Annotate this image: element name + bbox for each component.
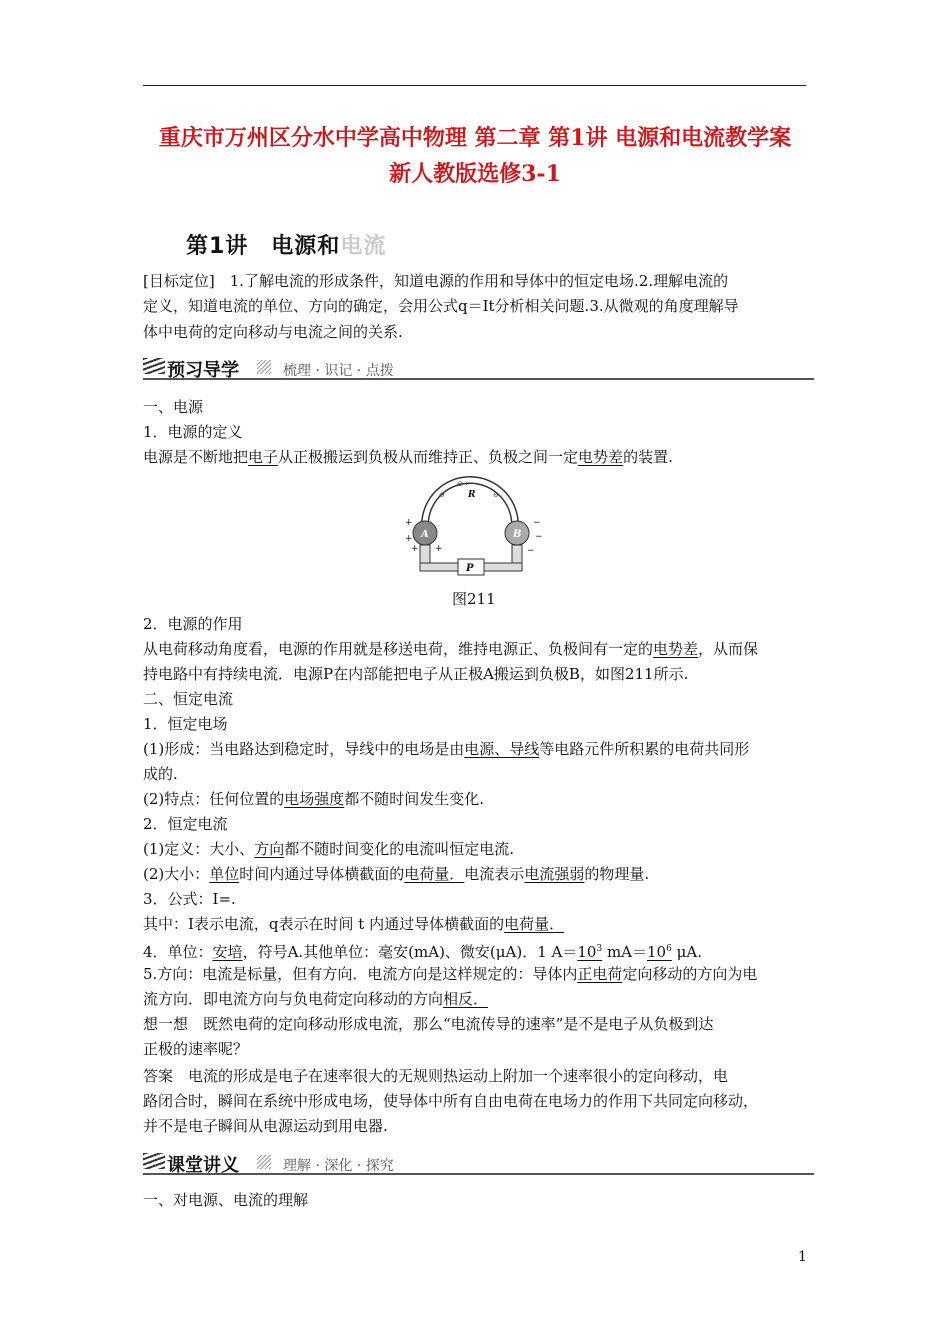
figure-caption: 图211 — [452, 590, 496, 608]
definition-text: 电源是不断地把电子从正极搬运到负极从而维持正、负极之间一定电势差的装置. — [143, 448, 673, 466]
think-line1: 想一想 既然电荷的定向移动形成电流，那么“电流传导的速率”是不是电子从负极到达 — [143, 1015, 714, 1033]
blank-charge-2: 电荷量． — [504, 915, 565, 933]
svg-text:+: + — [405, 534, 413, 544]
section-stripes-icon — [143, 1153, 165, 1169]
function-line2: 持电路中有持续电流．电源P在内部能把电子从正极A搬运到负极B，如图211所示. — [143, 665, 689, 683]
section-rule — [143, 1173, 814, 1175]
svg-text:−: − — [535, 532, 543, 542]
section-header-lecture — [143, 1151, 814, 1175]
subheading-function: 2．电源的作用 — [143, 615, 243, 633]
section-stripes-icon — [143, 358, 165, 374]
subheading-steady-field: 1．恒定电场 — [143, 715, 228, 733]
function-line1: 从电荷移动角度看，电源的作用就是移送电荷，维持电源正、负极间有一定的电势差，从而保 — [143, 640, 759, 658]
blank-10-6: $10^6$ — [647, 943, 672, 961]
section-rule — [143, 378, 814, 380]
answer-line1: 答案 电流的形成是电子在速率很大的无规则热运动上附加一个速率很小的定向移动，电 — [143, 1067, 729, 1085]
hatch-icon — [257, 1155, 271, 1169]
lecture-title — [186, 229, 386, 260]
blank-field-strength: 电场强度 — [284, 790, 345, 808]
section-label: 课堂讲义 — [167, 1155, 239, 1176]
formula-where: 其中：I表示电流，q表示在时间 t 内通过导体横截面的电荷量． — [143, 915, 565, 933]
think-line2: 正极的速率呢？ — [143, 1040, 249, 1058]
subheading-definition: 1．电源的定义 — [143, 423, 243, 441]
label-a: A — [421, 529, 429, 540]
blank-ampere: 安培 — [212, 943, 243, 961]
blank-potential-difference-2: 电势差 — [653, 640, 699, 658]
blank-charge: 电荷量． — [404, 865, 465, 883]
formation-line1: (1)形成：当电路达到稳定时，导线中的电场是由电源、导线等电路元件所积累的电荷共同形 — [143, 740, 750, 758]
section-label: 预习导学 — [167, 360, 239, 381]
heading-understanding: 一、对电源、电流的理解 — [143, 1191, 309, 1209]
answer-line2: 路闭合时，瞬间在系统中形成电场，使导体中所有自由电荷在电场力的作用下共同定向移动， — [143, 1092, 759, 1110]
blank-positive-charge: 正电荷 — [577, 965, 623, 983]
blank-10-3: $10^3$ — [577, 943, 603, 961]
svg-text:⊖: ⊖ — [439, 491, 445, 499]
svg-text:+: + — [405, 518, 413, 528]
svg-text:⊖ ←: ⊖ ← — [457, 480, 471, 488]
direction-line1: 5.方向：电流是标量，但有方向．电流方向是这样规定的：导体内正电荷定向移动的方向为电 — [143, 965, 758, 983]
section-subtitle: 梳理 · 识记 · 点拨 — [283, 363, 394, 379]
label-r: R — [468, 490, 476, 500]
objectives-line3: 体中电荷的定向移动与电流之间的关系. — [143, 323, 403, 341]
current-magnitude: (2)大小：单位时间内通过导体横截面的电荷量．电流表示电流强弱的物理量. — [143, 865, 650, 883]
svg-text:−: − — [527, 546, 535, 556]
answer-line3: 并不是电子瞬间从电源运动到用电器. — [143, 1117, 388, 1135]
document-title-line1: 重庆市万州区分水中学高中物理 第二章 第1讲 电源和电流教学案 — [158, 125, 792, 151]
current-definition: (1)定义：大小、方向都不随时间变化的电流叫恒定电流. — [143, 840, 515, 858]
direction-line2: 流方向．即电流方向与负电荷定向移动的方向相反． — [143, 990, 489, 1008]
objectives-line2: 定义，知道电流的单位、方向的确定，会用公式q＝It分析相关问题.3.从微观的角度理解导 — [143, 297, 739, 315]
section-header-preview — [143, 356, 814, 380]
circuit-figure — [395, 475, 545, 580]
formation-line2: 成的. — [143, 765, 178, 783]
top-rule — [143, 85, 806, 86]
subheading-steady-current: 2．恒定电流 — [143, 815, 228, 833]
label-b: B — [513, 529, 522, 540]
blank-strength: 电流强弱 — [524, 865, 585, 883]
lecture-title-faded: 电流 — [340, 234, 387, 259]
blank-unit: 单位 — [209, 865, 240, 883]
blank-potential-difference: 电势差 — [578, 448, 624, 466]
objectives-line1: [目标定位] 1.了解电流的形成条件，知道电源的作用和导体中的恒定电场.2.理解电流的 — [143, 272, 729, 290]
section-subtitle: 理解 · 深化 · 探究 — [283, 1158, 394, 1174]
heading-power-source: 一、电源 — [143, 398, 204, 416]
blank-source-wire: 电源、导线 — [464, 740, 540, 758]
blank-opposite: 相反． — [443, 990, 489, 1008]
blank-electron: 电子 — [248, 448, 279, 466]
hatch-icon — [257, 360, 271, 374]
formula-line: 3．公式：I=. — [143, 890, 236, 908]
svg-text:+: + — [435, 544, 443, 554]
blank-direction: 方向 — [254, 840, 285, 858]
svg-text:−: − — [533, 518, 541, 528]
units-line: 4．单位：安培，符号A.其他单位：毫安(mA)、微安(μA)．1 $A=10^3$ $mA=10^6$ μA. — [143, 943, 702, 961]
heading-steady-current: 二、恒定电流 — [143, 690, 234, 708]
svg-text:⊖: ⊖ — [493, 491, 499, 499]
svg-text:+: + — [411, 544, 419, 554]
document-title-line2: 新人教版选修3-1 — [389, 161, 561, 187]
page-number: 1 — [798, 1249, 807, 1265]
feature-line: (2)特点：任何位置的电场强度都不随时间发生变化. — [143, 790, 485, 808]
label-p: P — [466, 563, 474, 574]
lecture-title-main: 第1讲 电源和 — [186, 234, 341, 259]
